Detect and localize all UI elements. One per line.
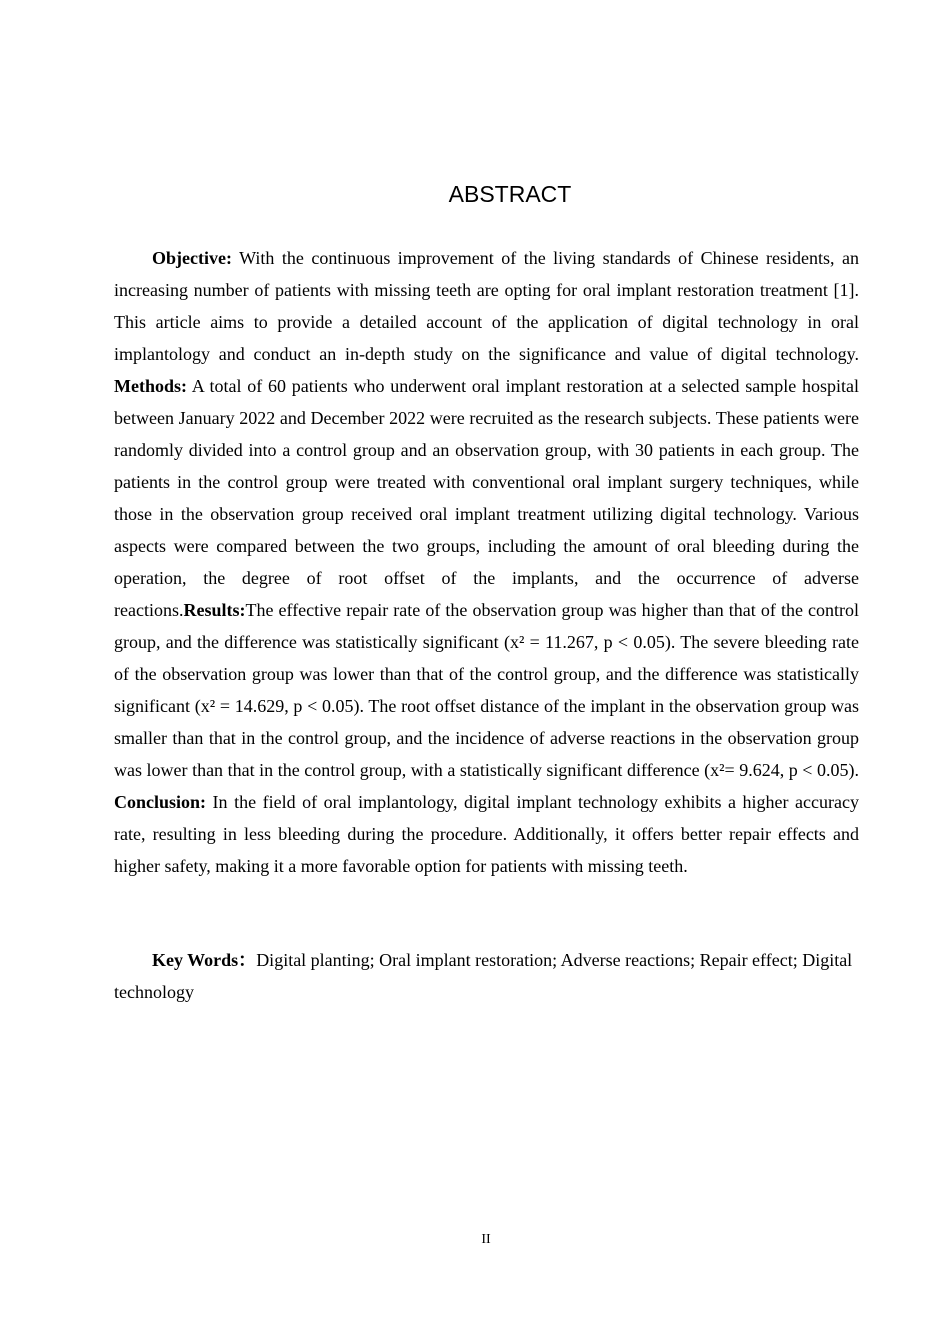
keywords-label: Key Words：: [152, 950, 257, 970]
keywords: [114, 944, 859, 1008]
methods-text: A total of 60 patients who underwent oral implant restoration at a selected sample hospital between January 2022 and December 2022 were recruited as the research subjects. These patients were randomly divided into a control group and an observation group, with 30 patients in each group. The patients in the control group were treated with conventional oral implant surgery techniques, while those in the observation group received oral implant treatment utilizing digital technology. Various aspects were compared between the two groups, including the amount of oral bleeding during the operation, the degree of root offset of the implants, and the occurrence of adverse reactions.: [114, 376, 859, 620]
page-title: ABSTRACT: [448, 181, 572, 207]
abstract-body: [114, 242, 859, 882]
conclusion-text: In the field of oral implantology, digital implant technology exhibits a higher accuracy rate, resulting in less bleeding during the procedure. Additionally, it offers better repair effects and higher safety, making it a more favorable option for patients with missing teeth.: [114, 792, 859, 876]
conclusion-label: Conclusion:: [114, 792, 207, 812]
objective-text: With the continuous improvement of the living standards of Chinese residents, an increasing number of patients with missing teeth are opting for oral implant restoration treatment [1]. This article aims to provide a detailed account of the application of digital technology in oral implantology and conduct an in-depth study on the significance and value of digital technology.: [114, 248, 859, 364]
results-label: Results:: [183, 600, 246, 620]
results-text: The effective repair rate of the observation group was higher than that of the control group, and the difference was statistically significant (x² = 11.267, p < 0.05). The severe bleeding rate of the observation group was lower than that of the control group, and the difference was statistically significant (x² = 14.629, p < 0.05). The root offset distance of the implant in the observation group was smaller than that in the control group, and the incidence of adverse reactions in the observation group was lower than that in the control group, with a statistically significant difference (x²= 9.624, p < 0.05).: [114, 600, 859, 780]
abstract-paragraph: [114, 242, 859, 882]
methods-label: Methods:: [114, 376, 187, 396]
page-number: II: [481, 1232, 491, 1247]
objective-label: Objective:: [152, 248, 232, 268]
keywords-text: Digital planting; Oral implant restoration; Adverse reactions; Repair effect; Digital technology: [114, 950, 853, 1002]
